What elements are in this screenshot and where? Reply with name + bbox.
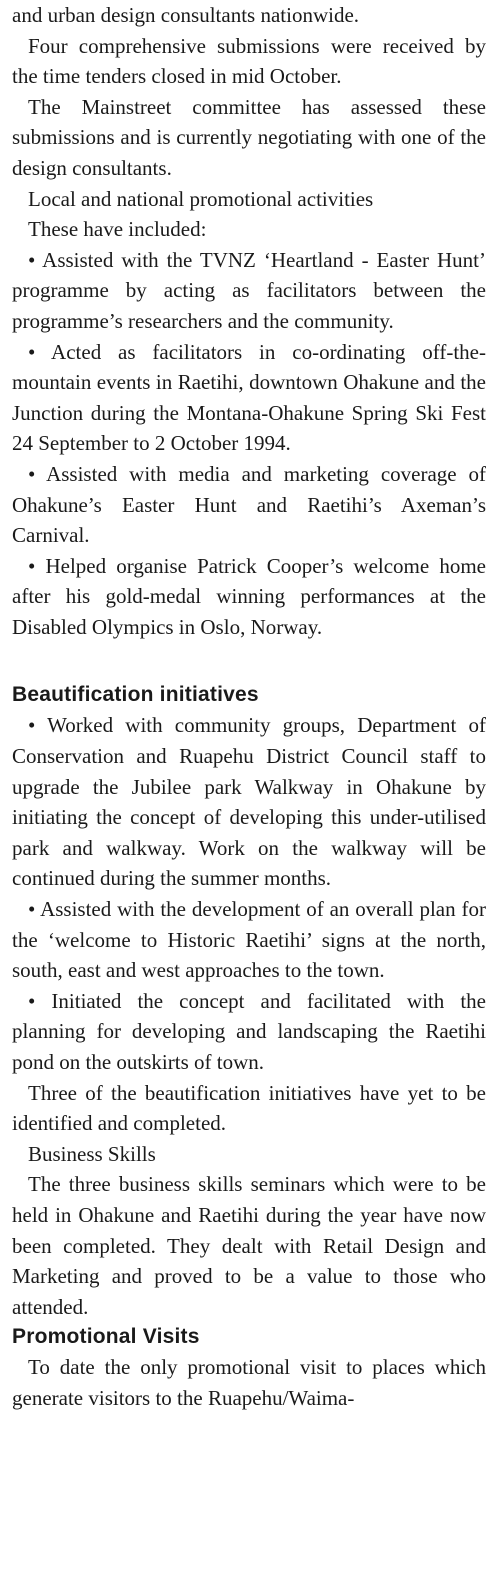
section-spacer [12, 642, 486, 680]
subheading-promotional-activities: Local and national promotional activities [28, 186, 374, 211]
bullet-jubilee-park: • Worked with community groups, Department of Conservation and Ruapehu District Council staff to upgrade the Jubilee park Walkway in Ohakune by initiating the concept of developing this under-utilised park and walkway. Work on the walkway will be continued during the summer months. [12, 713, 486, 891]
article-column [12, 0, 486, 1414]
heading-beautification: Beautification initiatives [12, 683, 259, 707]
paragraph-continuation: and urban design consultants nationwide. [12, 3, 360, 27]
paragraph-promotional-visit: To date the only promotional visit to places which generate visitors to the Ruapehu/Waima- [12, 1355, 486, 1410]
bullet-media-coverage: • Assisted with media and marketing coverage of Ohakune’s Easter Hunt and Raetihi’s Axeman’s Carnival. [12, 461, 486, 548]
paragraph-submissions: Four comprehensive submissions were received by the time tenders closed in mid October. [12, 33, 486, 89]
heading-promotional-visits: Promotional Visits [12, 1325, 200, 1349]
subheading-business-skills: Business Skills [28, 1141, 156, 1166]
bullet-tvnz-heartland: • Assisted with the TVNZ ‘Heartland - Easter Hunt’ programme by acting as facilitators between the programme’s researchers and the community. [12, 247, 486, 333]
paragraph-three-initiatives: Three of the beautification initiatives have yet to be identified and completed. [12, 1080, 486, 1136]
paragraph-these-included: These have included: [28, 217, 207, 242]
paragraph-seminars: The three business skills seminars which were to be held in Ohakune and Raetihi during the year have now been completed. They dealt with Retail Design and Marketing and proved to be a value to those who attended. [12, 1172, 486, 1319]
paragraph-committee: The Mainstreet committee has assessed these submissions and is currently negotiating with one of the design consultants. [12, 94, 486, 180]
bullet-raetihi-signs: • Assisted with the development of an overall plan for the ‘welcome to Historic Raetihi’ signs at the north, south, east and west approaches to the town. [12, 897, 486, 983]
bullet-patrick-cooper: • Helped organise Patrick Cooper’s welcome home after his gold-medal winning performances at the Disabled Olympics in Oslo, Norway. [12, 553, 486, 639]
bullet-raetihi-pond: • Initiated the concept and facilitated with the planning for developing and landscaping the Raetihi pond on the outskirts of town. [12, 988, 486, 1074]
bullet-spring-ski-fest: • Acted as facilitators in co-ordinating off-the-mountain events in Raetihi, downtown Ohakune and the Junction during the Montana-Ohakune Spring Ski Fest 24 September to 2 October 1994. [12, 339, 486, 456]
